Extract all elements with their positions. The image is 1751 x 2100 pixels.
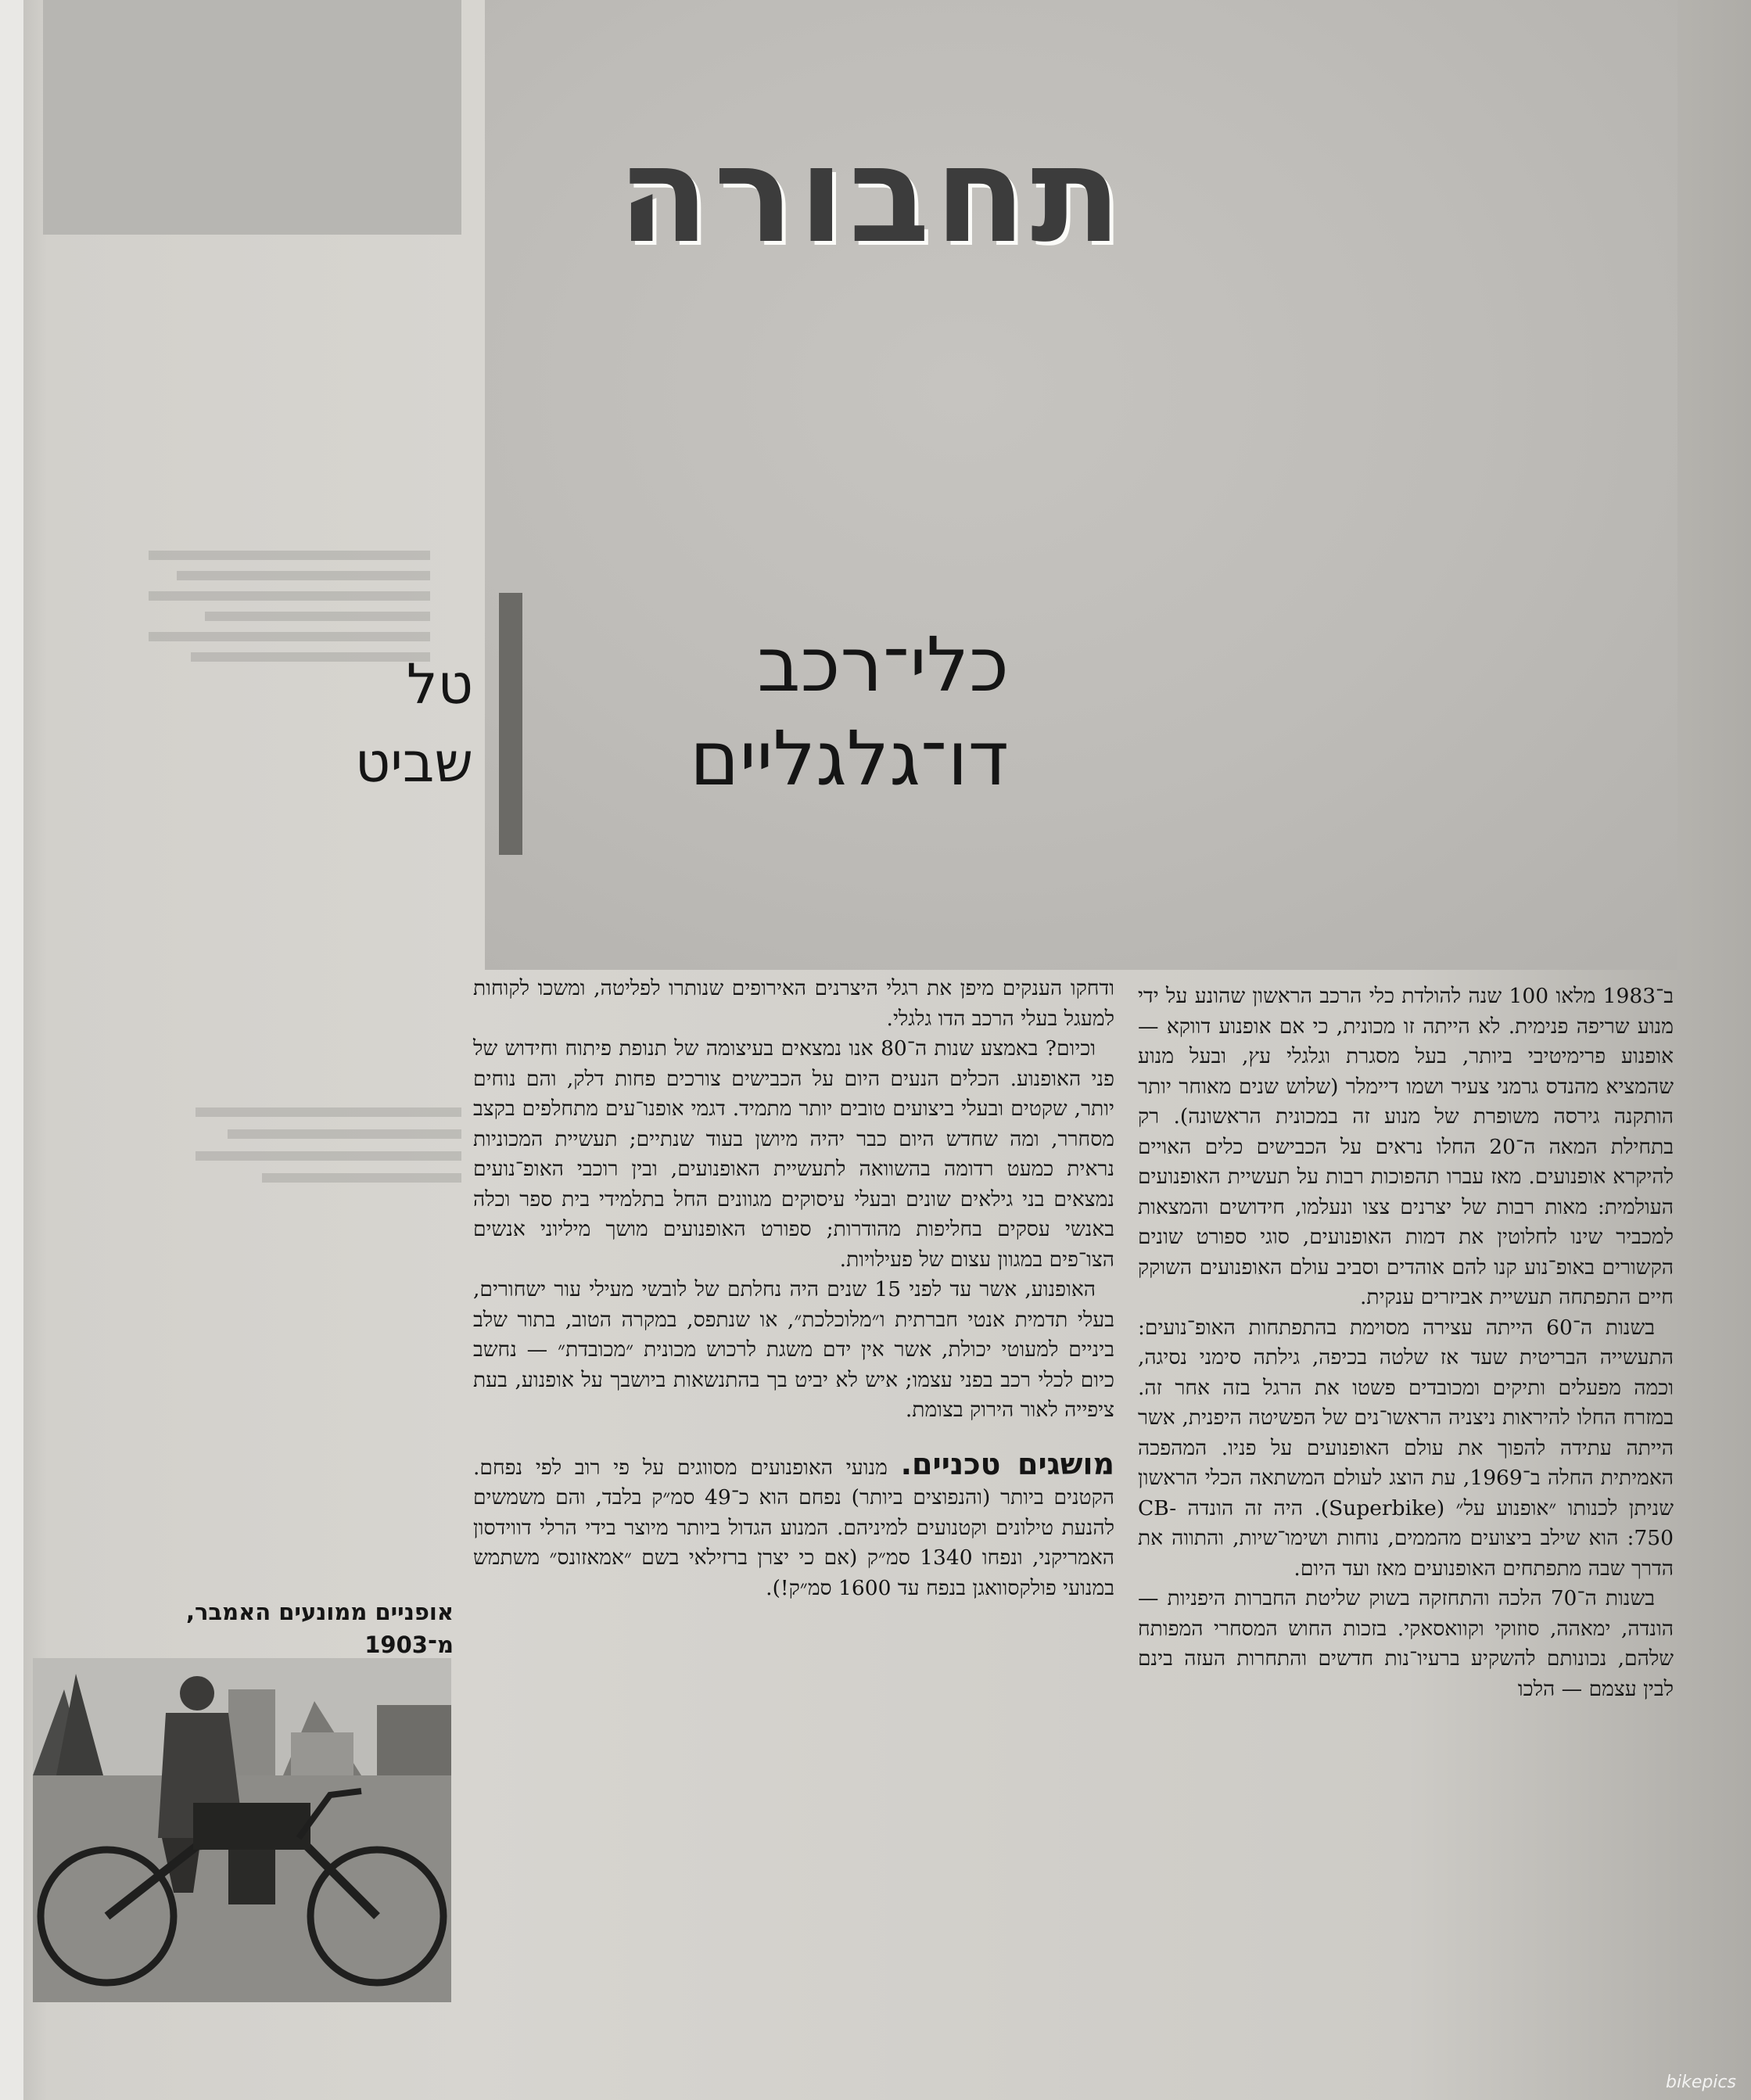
- subtitle-line-2: דו־גלגליים: [689, 715, 1009, 802]
- paragraph: בשנות ה־70 הלכה והתחזקה בשוק שליטת החברות היפניות — הונדה, ימאהה, סוזוקי וקוואסאקי. בזכות החוש המסחרי המפותח שלהם, נכונותם להשקיע ברעיו־נות חדשים והתחרות העזה בינם לבין עצמם — הלכו: [1138, 1586, 1674, 1701]
- subtitle-line-1: כלי־רכב: [757, 621, 1009, 709]
- show-through-text-2: [196, 1095, 461, 1330]
- author-byline: [309, 645, 473, 802]
- paragraph: ודחקו הענקים מיפן את רגלי היצרנים האירופים שנותרו לפליטה, ומשכו לקוחות למעגל בעלי הרכב הדו גלגלי.: [473, 976, 1114, 1031]
- paragraph: בשנות ה־60 הייתה עצירה מסוימת בהתפתחות האופ־נועים: התעשייה הבריטית שעד אז שלטה בכיפה, גילתה סימני נסיגה, וכמה מפעלים ותיקים ומכובדים פשטו את הרגל בזה אחר זה. במזרח החלו להיראות ניצניה הראשו־נים של הפשיטה היפנית, אשר הייתה עתידה להפוך את עולם האופנועים על פניו. המהפכה האמיתית החלה ב־1969, עת הוצג לעולם המשתאה הכלי הראשון שניתן לכנותו ״אופנוע על״ (Superbike). היה זה הונדה CB-750: הוא שילב ביצועים מהממים, נוחות ושימו־שיות, והתווה את הדרך שבה מתפתחים האופנועים מאז ועד היום.: [1138, 1315, 1674, 1581]
- article-title: תחבורה: [617, 118, 1127, 273]
- article-subtitle: [540, 618, 1009, 806]
- motorcycle-photo-illustration: [33, 1658, 451, 2002]
- vintage-motorcycle-photo: [33, 1658, 451, 2002]
- watermark-text: bikepics: [1666, 2073, 1736, 2092]
- section-heading: מושגים טכניים.: [900, 1446, 1114, 1481]
- paragraph: וכיום? באמצע שנות ה־80 אנו נמצאים בעיצומה של תנופת פיתוח וחידוש של פני האופנוע. הכלים הנעים היום על הכבישים צורכים פחות דלק, והם נוחים יותר, שקטים ובעלי ביצועים טובים יותר מתמיד. דגמי אופנו־עים מתחלפים בקצב מסחרר, ומה שחדש היום כבר יהיה מיושן בעוד שנתיים; תעשיית המכוניות נראית כמעט רדומה בהשוואה לתעשיית האופנועים, ובין רוכבי האופ־נועים נמצאים בני גילאים שונים ובעלי עיסוקים מגוונים החל בתלמידי בית ספר וכלה באנשי עסקים בחליפות מהודרות; ספורט האופנועים מושך מיליוני אנשים הצו־פים במגוון עצום של פעילויות.: [473, 1036, 1114, 1272]
- author-first-name: טל: [406, 652, 473, 716]
- section-text: מנועי האופנועים מסווגים על פי רוב לפי נפחם. הקטנים ביותר (והנפוצים ביותר) נפחם הוא כ־49 סמ״ק בלבד, והם משמשים להנעת טילונים וקטנועים למיניהם. המנוע הגדול ביותר מיוצר בידי הרלי דווידסון האמריקני, ונפחו 1340 סמ״ק (אם כי יצרן ברזילאי בשם ״אמאזונס״ משתמש במנועי פולקסוואגן בנפח עד 1600 סמ״ק!).: [473, 1455, 1114, 1600]
- adjacent-page-edge: [0, 0, 23, 2100]
- photo-caption: [31, 1596, 454, 1661]
- text-column-middle: [473, 974, 1114, 1603]
- paragraph: ב־1983 מלאו 100 שנה להולדת כלי הרכב הראשון שהונע על ידי מנוע שריפה פנימית. לא הייתה זו מכונית, כי אם אופנוע דווקא — אופנוע פרימיטיבי ביותר, בעל מסגרת וגלגלי עץ, ובעל מנוע שהמציא מהנדס גרמני צעיר ושמו דיימלר (שלוש שנים מאוחר יותר הותקנה גירסה משופרת של מנוע זה במכונית הראשונה). רק בתחילת המאה ה־20 החלו נראים על הכבישים כלים האויים להיקרא אופנועים. מאז עברו תהפוכות רבות על תעשיית האופנועים העולמית: מאות רבות של יצרנים צצו ונעלמו, חידושים והמצאות למכביר שינו לחלוטין את דמות האופנועים, סוגי ספורט שונים הקשורים באופ־נוע קנו להם אוהדים וסביב עולם האופנועים השוקק חיים התפתחה תעשיית אביזרים ענקית.: [1138, 984, 1674, 1309]
- caption-line-1: אופניים ממונעים האמבר,: [185, 1599, 454, 1625]
- subtitle-accent-bar: [499, 593, 522, 855]
- author-last-name: שביט: [354, 731, 473, 795]
- text-column-right: [1138, 982, 1674, 1704]
- caption-line-2: מ־1903: [364, 1632, 454, 1658]
- faded-top-image: [43, 0, 461, 235]
- paragraph: האופנוע, אשר עד לפני 15 שנים היה נחלתם של לובשי מעילי עור ישחורים, בעלי תדמית אנטי חברתית ו״מלוכלכת״, או שנתפס, במקרה הטוב, בתור שלב ביניים למעוטי יכולת, אשר אין ידם משגת לרכוש מכונית ״מכובדת״ — נחשב כיום לכלי רכב בפני עצמו; איש לא יביט בך בהתנשאות ביושבך על אופנוע, בעת ציפייה לאור הירוק בצומת.: [473, 1277, 1114, 1422]
